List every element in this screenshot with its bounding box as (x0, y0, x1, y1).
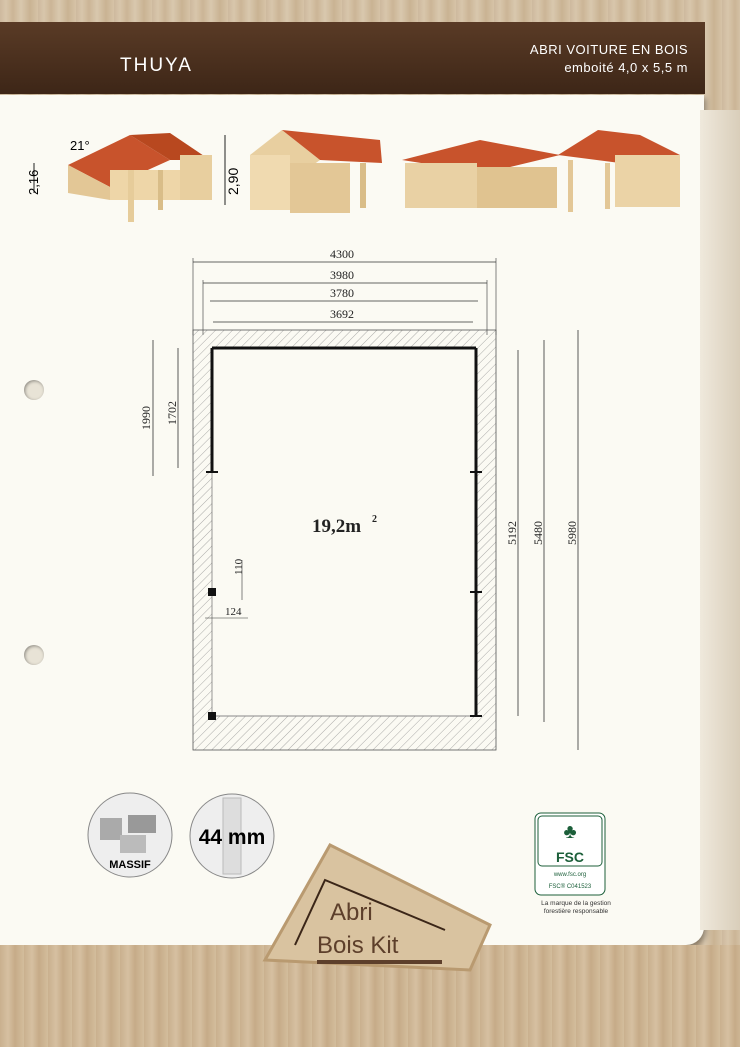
area-superscript: 2 (372, 514, 377, 525)
fsc-logo (534, 812, 606, 896)
product-views (20, 125, 700, 225)
dim-right-3: 5980 (565, 521, 579, 545)
side-view-2 (225, 130, 382, 213)
dim-left-outer: 1990 (139, 406, 153, 430)
massif-label: MASSIF (109, 859, 151, 871)
floor-plan (0, 240, 700, 770)
brand-line1: Abri (330, 899, 373, 926)
area-label: 19,2m (312, 516, 362, 537)
dim-top-3: 3780 (330, 286, 354, 300)
thickness-label: 44 mm (198, 826, 266, 849)
total-height-label: 2,90 (225, 167, 241, 195)
roof-angle-label: 21° (70, 138, 90, 153)
fsc-label: FSC (556, 849, 584, 865)
post-dim-vertical: 110 (233, 558, 245, 575)
dim-top-4: 3692 (330, 307, 354, 321)
header-banner (0, 22, 705, 94)
dim-right-1: 5192 (505, 521, 519, 545)
massif-badge (80, 790, 180, 880)
wall-height-label: 2,16 (26, 169, 41, 195)
paper-fold (700, 110, 740, 930)
tree-icon: ♣ (563, 821, 577, 843)
brand-logo (255, 835, 505, 985)
dim-left-inner: 1702 (165, 401, 179, 425)
product-subtitle: ABRI VOITURE EN BOIS (529, 42, 688, 57)
product-title: THUYA (120, 55, 193, 76)
dim-top-2: 3980 (330, 268, 354, 282)
brand-line2: Bois Kit (317, 932, 399, 959)
front-view (558, 130, 680, 212)
fsc-url: www.fsc.org (553, 872, 587, 878)
dim-right-2: 5480 (531, 521, 545, 545)
back-view (402, 140, 560, 208)
fsc-tagline: La marque de la gestion forestière responsable (541, 900, 611, 915)
product-size: emboité 4,0 x 5,5 m (564, 60, 688, 75)
dim-top-1: 4300 (330, 247, 354, 261)
side-view-1 (26, 133, 212, 222)
post-dim-horizontal: 124 (225, 606, 242, 618)
fsc-code: FSC® C041523 (548, 884, 592, 890)
